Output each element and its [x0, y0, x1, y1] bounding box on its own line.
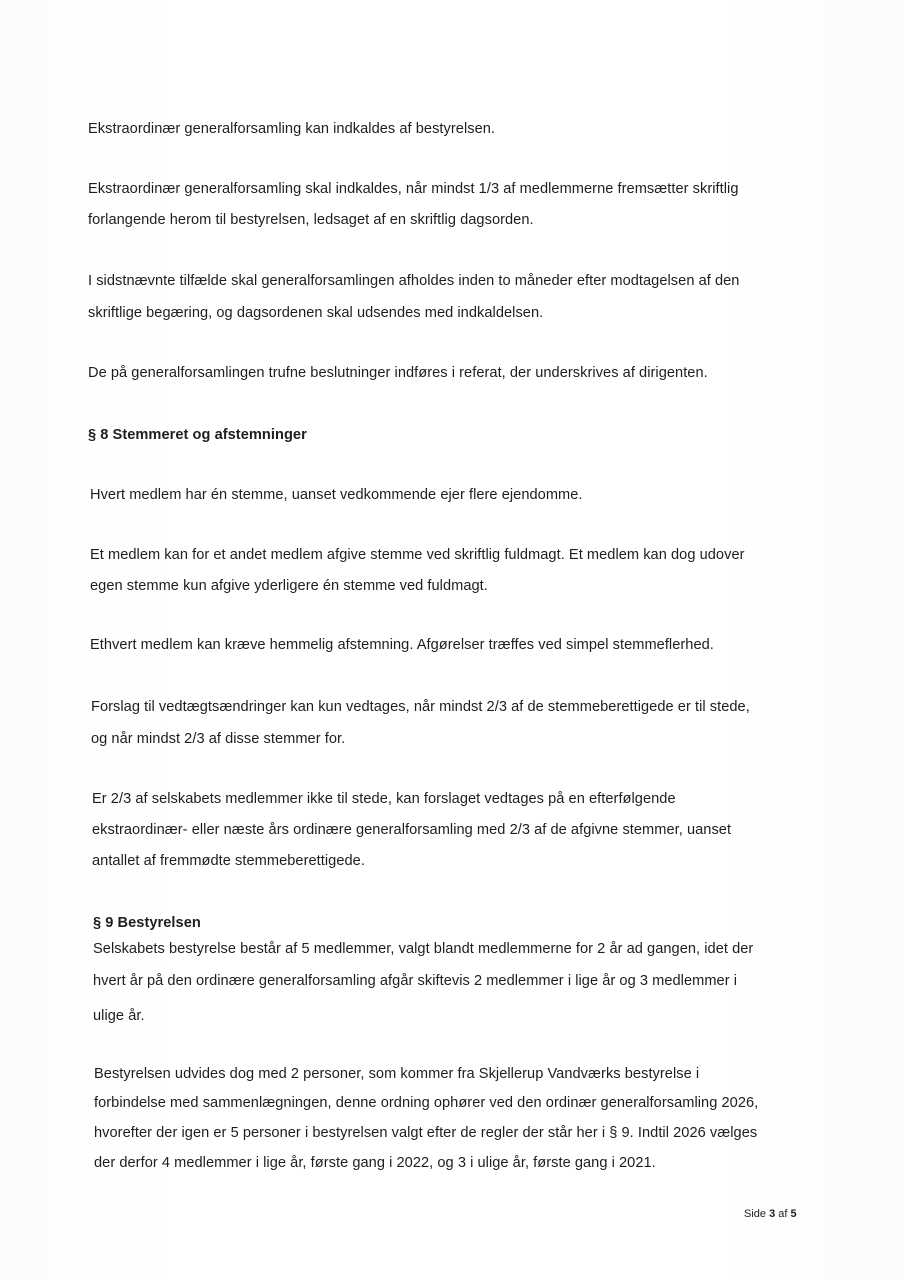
paragraph-line: Et medlem kan for et andet medlem afgive stemme ved skriftlig fuldmagt. Et medlem kan dog udover: [90, 547, 745, 563]
paragraph-line: ulige år.: [93, 1008, 145, 1024]
section-heading-9: § 9 Bestyrelsen: [93, 915, 201, 931]
paragraph-line: og når mindst 2/3 af disse stemmer for.: [91, 731, 346, 747]
footer-total-pages: 5: [790, 1208, 797, 1220]
paragraph-line: der derfor 4 medlemmer i lige år, første gang i 2022, og 3 i ulige år, første gang i 2021.: [94, 1155, 656, 1171]
footer-side-label: Side: [744, 1208, 767, 1220]
paragraph-line: I sidstnævnte tilfælde skal generalforsamlingen afholdes inden to måneder efter modtagelsen af den: [88, 273, 740, 289]
paragraph-line: Ekstraordinær generalforsamling skal indkaldes, når mindst 1/3 af medlemmerne fremsætter skriftlig: [88, 181, 739, 197]
paragraph-line: Ekstraordinær generalforsamling kan indkaldes af bestyrelsen.: [88, 121, 496, 137]
paragraph-line: Bestyrelsen udvides dog med 2 personer, som kommer fra Skjellerup Vandværks bestyrelse i: [94, 1066, 700, 1082]
paragraph-line: hvert år på den ordinære generalforsamling afgår skiftevis 2 medlemmer i lige år og 3 medlemmer i: [93, 973, 738, 989]
paragraph-line: Ethvert medlem kan kræve hemmelig afstemning. Afgørelser træffes ved simpel stemmeflerhed.: [90, 637, 714, 653]
page-footer: [744, 1207, 797, 1221]
paragraph-line: hvorefter der igen er 5 personer i bestyrelsen valgt efter de regler der står her i § 9. Indtil 2026 vælges: [94, 1125, 758, 1141]
section-heading-8: § 8 Stemmeret og afstemninger: [88, 427, 307, 443]
footer-of-label: af: [778, 1208, 788, 1220]
paragraph-line: antallet af fremmødte stemmeberettigede.: [92, 853, 365, 869]
paragraph-line: forbindelse med sammenlægningen, denne ordning ophører ved den ordinær generalforsamling 2026,: [94, 1095, 759, 1111]
paragraph-line: Er 2/3 af selskabets medlemmer ikke til stede, kan forslaget vedtages på en efterfølgende: [92, 791, 676, 807]
paragraph-line: egen stemme kun afgive yderligere én stemme ved fuldmagt.: [90, 578, 488, 594]
paragraph-line: Hvert medlem har én stemme, uanset vedkommende ejer flere ejendomme.: [90, 487, 583, 503]
paragraph-line: De på generalforsamlingen trufne beslutninger indføres i referat, der underskrives af dirigenten.: [88, 365, 708, 381]
paragraph-line: forlangende herom til bestyrelsen, ledsaget af en skriftlig dagsorden.: [88, 212, 534, 228]
footer-page-number: 3: [769, 1208, 776, 1220]
paragraph-line: Forslag til vedtægtsændringer kan kun vedtages, når mindst 2/3 af de stemmeberettigede er til stede,: [91, 699, 750, 715]
paragraph-line: ekstraordinær- eller næste års ordinære generalforsamling med 2/3 af de afgivne stemmer, uanset: [92, 822, 732, 838]
paragraph-line: skriftlige begæring, og dagsordenen skal udsendes med indkaldelsen.: [88, 305, 544, 321]
paragraph-line: Selskabets bestyrelse består af 5 medlemmer, valgt blandt medlemmerne for 2 år ad gangen, idet der: [93, 941, 754, 957]
